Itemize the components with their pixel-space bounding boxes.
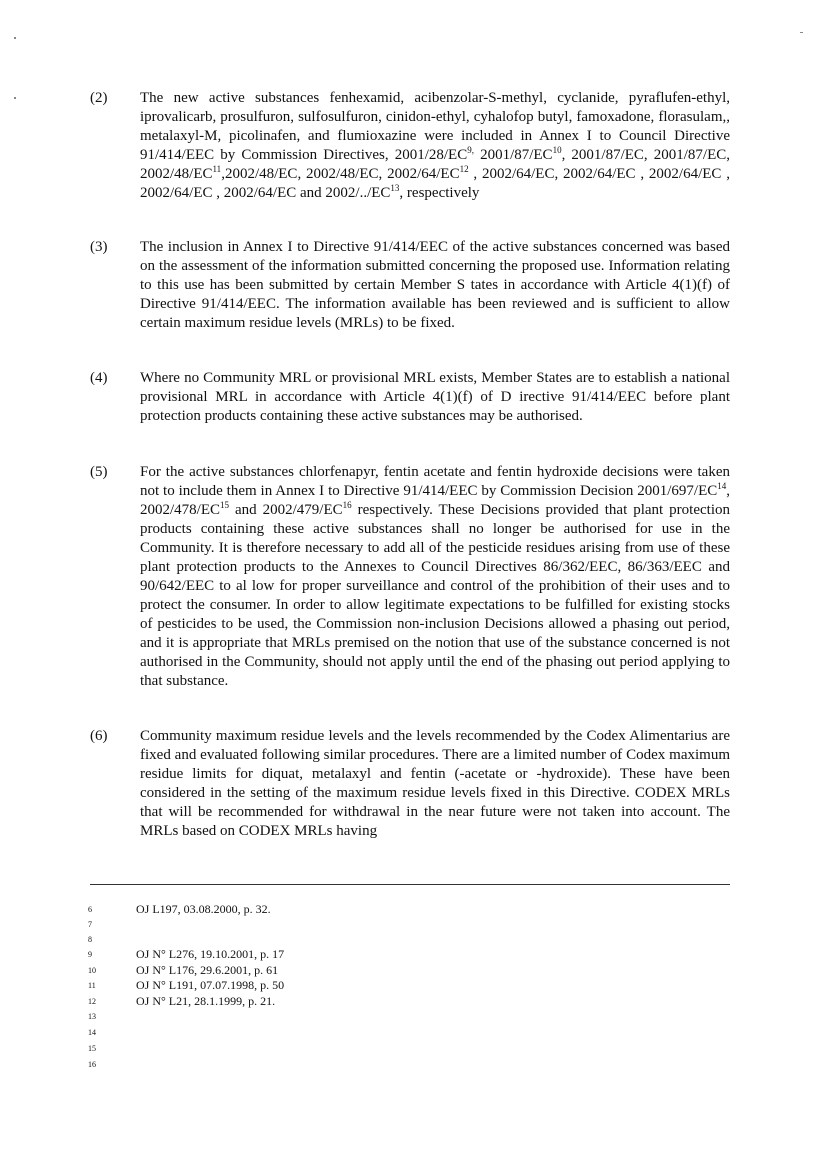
- footnote-mark: 11: [88, 981, 96, 990]
- paragraph-text: Where no Community MRL or provisional MRL exists, Member States are to establish a national provisional MRL in accordance with Article 4(1)(f) of D irective 91/414/EEC before plant protection products containing these active substances may be authorised.: [140, 370, 730, 424]
- paragraph-text: The new active substances fenhexamid, acibenzolar-S-methyl, cyclanide, pyraflufen-ethyl, iprovalicarb, prosulfuron, sulfosulfuron, cinidon-ethyl, cyhalofop butyl, famoxadone, florasulam,, metalaxyl-M, picolinafen, and flumioxazine were included in Annex I to Council Directive 91/414/EEC by Commission Directives, $2001/28/EC^{9,}$ 2001/87/EC$^{10}$, 2001/87/EC, 2001/87/EC, 2002/48/EC$^{11}$,2002/48/EC, 2002/48/EC, 2002/64/EC$^{12}$ , 2002/64/EC, 2002/64/EC , 2002/64/EC , 2002/64/EC , 2002/64/EC and 2002/../EC$^{13}$, respectively: [140, 90, 730, 201]
- paragraph-number: (5): [90, 464, 108, 480]
- footnote-separator: [90, 884, 730, 885]
- paragraph-text: The inclusion in Annex I to Directive 91/414/EEC of the active substances concerned was based on the assessment of the information submitted concerning the proposed use. Information relating to this use has been submitted by certain Member S tates in accordance with Article 4(1)(f) of Directive 91/414/EEC. The information available has been reviewed and is sufficient to allow certain maximum residue levels (MRLs) to be fixed.: [140, 239, 730, 331]
- footnote-mark: 14: [88, 1028, 96, 1037]
- footnote-mark: 10: [88, 966, 96, 975]
- footnote-mark: 12: [88, 997, 96, 1006]
- footnote-mark: 6: [88, 905, 92, 914]
- paragraph-number: (3): [90, 239, 108, 255]
- footnote-mark: 16: [88, 1060, 96, 1069]
- footnote-mark: 9: [88, 950, 92, 959]
- footnote-text: OJ N° L191, 07.07.1998, p. 50: [136, 978, 285, 992]
- paragraph-number: (4): [90, 370, 108, 386]
- paragraph-number: (2): [90, 90, 108, 106]
- scan-dot: [800, 32, 803, 33]
- footnote-text: OJ L197, 03.08.2000, p. 32.: [136, 902, 271, 916]
- footnote-mark: 13: [88, 1012, 96, 1021]
- footnote-mark: 7: [88, 920, 92, 929]
- footnote-mark: 15: [88, 1044, 96, 1053]
- footnote-text: OJ N° L276, 19.10.2001, p. 17: [136, 947, 285, 961]
- footnote-mark: 8: [88, 935, 92, 944]
- scan-dot: [14, 37, 16, 39]
- paragraph-text: Community maximum residue levels and the levels recommended by the Codex Alimentarius are fixed and evaluated following similar procedures. There are a limited number of Codex maximum residue limits for diquat, metalaxyl and fentin (-acetate or -hydroxide). These have been considered in the setting of the maximum residue levels fixed in this Directive. CODEX MRLs that will be recommended for withdrawal in the near future were not taken into account. The MRLs based on CODEX MRLs having: [140, 728, 730, 839]
- paragraph-text: For the active substances chlorfenapyr, fentin acetate and fentin hydroxide decisions were taken not to include them in Annex I to Directive 91/414/EEC by Commission Decision 2001/697/EC$^{14}$, 2002/478/EC$^{15}$ and 2002/479/EC$^{16}$ respectively. These Decisions provided that plant protection products containing these active substances shall no longer be authorised for use in the Community. It is therefore necessary to add all of the pesticide residues arising from use of these plant protection products to the Annexes to Council Directives 86/362/EEC, 86/363/EEC and 90/642/EEC to al low for proper surveillance and control of the prohibition of their uses and to protect the consumer. In order to allow legitimate expectations to be fulfilled for existing stocks of pesticides to be used, the Commission non-inclusion Decisions allowed a phasing out period, and it is appropriate that MRLs premised on the notion that use of the substance concerned is not authorised in the Community, should not apply until the end of the phasing out period applying to that substance.: [140, 464, 730, 689]
- paragraph-number: (6): [90, 728, 108, 744]
- footnote-text: OJ N° L176, 29.6.2001, p. 61: [136, 963, 279, 977]
- scan-dot: [14, 97, 16, 99]
- footnote-text: OJ N° L21, 28.1.1999, p. 21.: [136, 994, 276, 1008]
